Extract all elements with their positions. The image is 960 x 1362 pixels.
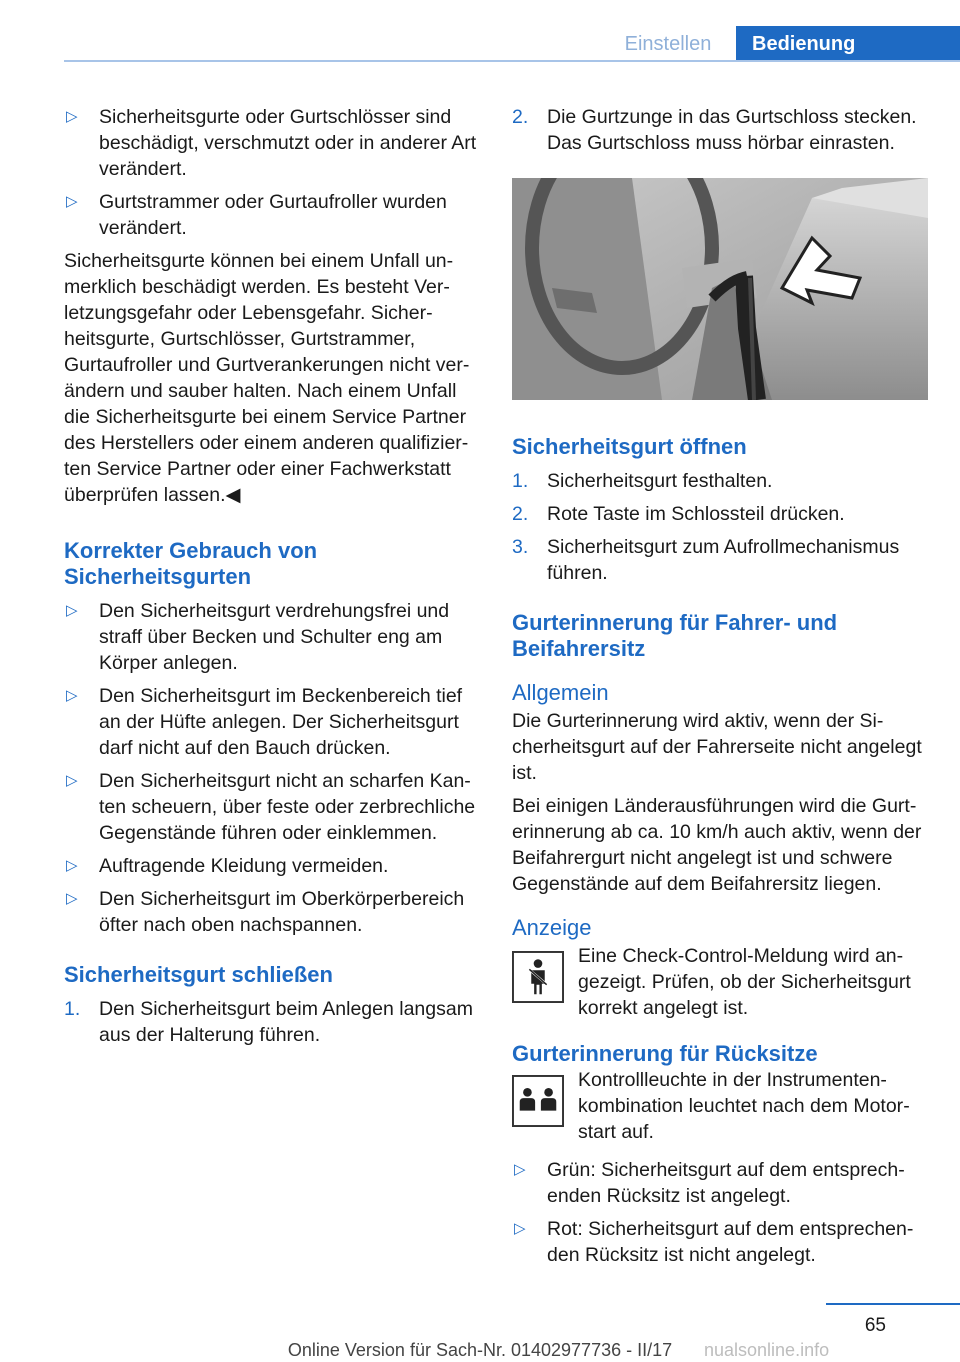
triangle-right-icon: ▷ — [66, 108, 78, 125]
step-item: 2. Die Gurtzunge in das Gurtschloss stecken. Das Gurtschloss muss hörbar einrasten. — [512, 106, 917, 154]
triangle-right-icon: ▷ — [514, 1220, 526, 1237]
section-title: Korrekter Gebrauch von Sicherheitsgurten — [64, 538, 318, 589]
list-item: ▷ Den Sicherheitsgurt im Beckenbereich tief an der Hüfte anlegen. Der Sicherheitsgurt darf nicht auf den Bauch drücken. — [66, 685, 463, 759]
triangle-right-icon: ▷ — [66, 687, 78, 704]
step-item: 2. Rote Taste im Schlossteil drücken. — [512, 503, 845, 525]
indicator-row — [512, 1067, 928, 1145]
triangle-right-icon: ▷ — [66, 857, 78, 874]
header-tab-bedienung[interactable]: Bedienung — [736, 26, 960, 62]
step-number: 1. — [512, 470, 529, 492]
page-number: 65 — [864, 1315, 886, 1336]
step-number: 2. — [512, 503, 529, 525]
step-number: 2. — [512, 106, 529, 128]
list-item: ▷ Den Sicherheitsgurt nicht an scharfen Kanten scheuern, über feste oder zerbrechliche Gegenstände führen oder einklemmen. — [66, 770, 476, 844]
indicator-text: Kontrollleuchte in der Instrumentenkombination leuchtet nach dem Motorstart auf. — [578, 1069, 910, 1143]
two-persons-icon — [512, 1075, 564, 1127]
triangle-right-icon: ▷ — [66, 890, 78, 907]
left-column — [64, 104, 480, 1055]
step-number: 3. — [512, 536, 529, 558]
header-tab-einstellen[interactable]: Einstellen — [624, 33, 712, 55]
list-item: ▷ Gurtstrammer oder Gurtaufroller wurden verändert. — [66, 191, 447, 239]
watermark: nualsonline.info — [704, 1340, 830, 1360]
warning-text: Sicherheitsgurte können bei einem Unfall unmerklich beschädigt werden. Es besteht Verletzungsgefahr oder Lebensgefahr. Sicherheitsgurte, Gurtschlösser, Gurtstrammer, Gurtaufroller und Gurtverankerungen nicht verändern und sauber halten. Nach einem Unfall die Sicherheitsgurte bei einem Service Partner des Herstellers oder einem anderen qualifizierten Service Partner oder einer Fachwerkstatt überprüfen lassen.◀ — [64, 250, 470, 506]
list-item: ▷ Grün: Sicherheitsgurt auf dem entsprechenden Rücksitz ist angelegt. — [514, 1159, 905, 1207]
step-item: 1. Sicherheitsgurt festhalten. — [512, 470, 773, 492]
page-header — [0, 0, 960, 64]
section-title: Sicherheitsgurt schließen — [64, 962, 333, 987]
footer-rule — [826, 1303, 960, 1305]
triangle-right-icon: ▷ — [66, 772, 78, 789]
paragraph: Bei einigen Länderausführungen wird die Gurterinnerung ab ca. 10 km/h auch aktiv, wenn der Beifahrergurt nicht angelegt ist und schwere Gegenstände auf dem Beifahrersitz liegen. — [512, 795, 922, 895]
section-title: Gurterinnerung für Fahrer- und Beifahrersitz — [512, 610, 838, 661]
triangle-right-icon: ▷ — [66, 602, 78, 619]
seat-belt-buckle-photo — [512, 178, 928, 400]
indicator-text: Eine Check-Control-Meldung wird angezeigt. Prüfen, ob der Sicherheitsgurt korrekt angelegt ist. — [578, 945, 911, 1019]
list-item: ▷ Den Sicherheitsgurt im Oberkörperbereich öfter nach oben nachspannen. — [66, 888, 465, 936]
indicator-row — [512, 943, 928, 1021]
list-item: ▷ Sicherheitsgurte oder Gurtschlösser sind beschädigt, verschmutzt oder in anderer Art verändert. — [66, 106, 477, 180]
list-item: ▷ Rot: Sicherheitsgurt auf dem entsprechenden Rücksitz ist nicht angelegt. — [514, 1218, 914, 1266]
right-column — [512, 104, 928, 1275]
subsection-title: Allgemein — [512, 680, 609, 705]
section-title: Sicherheitsgurt öffnen — [512, 434, 747, 459]
paragraph: Die Gurterinnerung wird aktiv, wenn der Sicherheitsgurt auf der Fahrerseite nicht angelegt ist. — [512, 710, 922, 784]
triangle-right-icon: ▷ — [514, 1161, 526, 1178]
header-rule — [64, 60, 960, 62]
list-item: ▷ Auftragende Kleidung vermeiden. — [66, 855, 389, 877]
step-number: 1. — [64, 998, 81, 1020]
step-item: 3. Sicherheitsgurt zum Aufrollmechanismus führen. — [512, 536, 900, 584]
triangle-right-icon: ▷ — [66, 193, 78, 210]
step-item: 1. Den Sicherheitsgurt beim Anlegen langsam aus der Halterung führen. — [64, 998, 473, 1046]
online-version-text: Online Version für Sach-Nr. 01402977736 - II/17 — [287, 1340, 673, 1360]
subsection-title: Anzeige — [512, 915, 592, 940]
section-title: Gurterinnerung für Rücksitze — [512, 1041, 818, 1066]
list-item: ▷ Den Sicherheitsgurt verdrehungsfrei und straff über Becken und Schulter eng am Körper anlegen. — [66, 600, 450, 674]
seatbelt-person-icon — [512, 951, 564, 1003]
